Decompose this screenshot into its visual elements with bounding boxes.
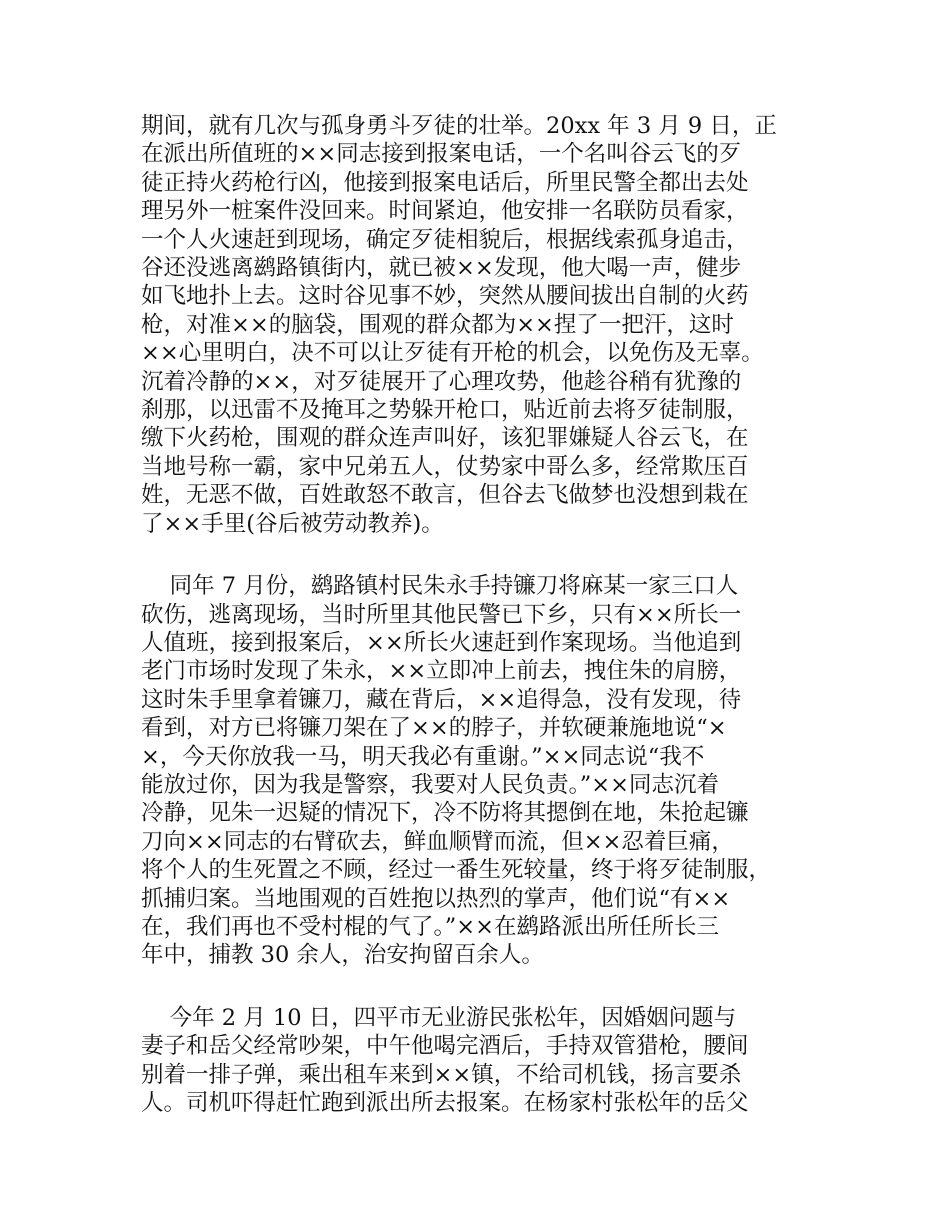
document-body <box>141 112 821 1117</box>
paragraph-2: 同年 7 月份，鹚路镇村民朱永手持镰刀将麻某一家三口人 砍伤，逃离现场，当时所里其他民警已下乡，只有××所长一 人值班，接到报案后，××所长火速赶到作案现场。当他追到 老门市场时发现了朱永，××立即冲上前去，拽住朱的肩膀， 这时朱手里拿着镰刀，藏在背后，××追得急，没有发现，待 看到，对方已将镰刀架在了××的脖子，并软硬兼施地说“× ×，今天你放我一马，明天我必有重谢。”××同志说“我不 能放过你，因为我是警察，我要对人民负责。”××同志沉着 冷静，见朱一迟疑的情况下，冷不防将其摁倒在地，朱抢起镰 刀向××同志的右臂砍去，鲜血顺臂而流，但××忍着巨痛， 将个人的生死置之不顾，经过一番生死较量，终于将歹徒制服， 抓捕归案。当地围观的百姓抱以热烈的掌声，他们说“有×× 在，我们再也不受村棍的气了。”××在鹚路派出所任所长三 年中，捕教 30 余人，治安拘留百余人。 <box>141 573 772 969</box>
paragraph-spacer <box>141 538 821 572</box>
paragraph-3: 今年 2 月 10 日，四平市无业游民张松年，因婚姻问题与 妻子和岳父经常吵架，中午他喝完酒后，手持双管猎枪，腰间 别着一排子弹，乘出租车来到××镇，不给司机钱，扬言要杀 人。司机吓得赶忙跑到派出所去报案。在杨家村张松年的岳父 <box>141 1004 749 1116</box>
paragraph-1: 期间，就有几次与孤身勇斗歹徒的壮举。20xx 年 3 月 9 日，正 在派出所值班的××同志接到报案电话，一个名叫谷云飞的歹 徒正持火药枪行凶，他接到报案电话后，所里民警全都出去处 理另外一桩案件没回来。时间紧迫，他安排一名联防员看家， 一个人火速赶到现场，确定歹徒相貌后，根据线索孤身追击， 谷还没逃离鹚路镇街内，就已被××发现，他大喝一声，健步 如飞地扑上去。这时谷见事不妙，突然从腰间拔出自制的火药 枪，对准××的脑袋，围观的群众都为××捏了一把汗，这时 ××心里明白，决不可以让歹徒有开枪的机会，以免伤及无辜。 沉着冷静的××，对歹徒展开了心理攻势，他趁谷稍有犹豫的 刹那，以迅雷不及掩耳之势躲开枪口，贴近前去将歹徒制服， 缴下火药枪，围观的群众连声叫好，该犯罪嫌疑人谷云飞，在 当地号称一霸，家中兄弟五人，仗势家中哥么多，经常欺压百 姓，无恶不做，百姓敢怒不敢言，但谷去飞做梦也没想到栽在 了××手里(谷后被劳动教养)。 <box>141 113 777 537</box>
paragraph-spacer <box>141 970 821 1004</box>
